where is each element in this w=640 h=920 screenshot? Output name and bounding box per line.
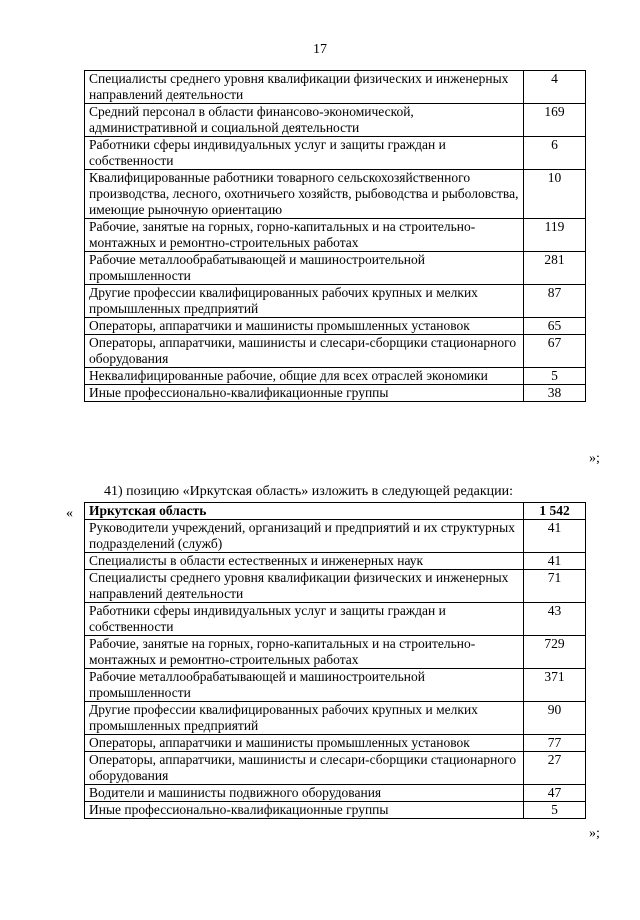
table-row bbox=[85, 385, 586, 402]
row-value: 77 bbox=[524, 735, 586, 752]
row-name: Операторы, аппаратчики и машинисты промышленных установок bbox=[85, 318, 524, 335]
row-value: 90 bbox=[524, 702, 586, 735]
table-occupations-irkutsk bbox=[84, 502, 586, 819]
row-name: Иные профессионально-квалификационные группы bbox=[85, 802, 524, 819]
row-name: Рабочие, занятые на горных, горно-капитальных и на строительно-монтажных и ремонтно-строительных работах bbox=[85, 636, 524, 669]
row-value: 5 bbox=[524, 802, 586, 819]
row-value: 87 bbox=[524, 285, 586, 318]
table-row bbox=[85, 71, 586, 104]
table-row bbox=[85, 669, 586, 702]
table-row bbox=[85, 335, 586, 368]
row-name: Рабочие, занятые на горных, горно-капитальных и на строительно-монтажных и ремонтно-строительных работах bbox=[85, 219, 524, 252]
row-name: Неквалифицированные рабочие, общие для всех отраслей экономики bbox=[85, 368, 524, 385]
row-value: 6 bbox=[524, 137, 586, 170]
row-name: Средний персонал в области финансово-экономической, административной и социальной деятельности bbox=[85, 104, 524, 137]
table-row bbox=[85, 603, 586, 636]
closing-quote: »; bbox=[589, 451, 600, 466]
region-name: Иркутская область bbox=[85, 503, 524, 520]
row-value: 5 bbox=[524, 368, 586, 385]
region-total: 1 542 bbox=[524, 503, 586, 520]
row-value: 119 bbox=[524, 219, 586, 252]
row-value: 43 bbox=[524, 603, 586, 636]
row-name: Рабочие металлообрабатывающей и машиностроительной промышленности bbox=[85, 669, 524, 702]
row-name: Операторы, аппаратчики, машинисты и слесари-сборщики стационарного оборудования bbox=[85, 752, 524, 785]
row-value: 71 bbox=[524, 570, 586, 603]
row-value: 169 bbox=[524, 104, 586, 137]
table-row bbox=[85, 636, 586, 669]
row-value: 65 bbox=[524, 318, 586, 335]
region-header-row bbox=[85, 503, 586, 520]
row-value: 41 bbox=[524, 553, 586, 570]
row-name: Другие профессии квалифицированных рабочих крупных и мелких промышленных предприятий bbox=[85, 702, 524, 735]
page-number: 17 bbox=[313, 42, 327, 57]
table-row bbox=[85, 570, 586, 603]
row-name: Специалисты среднего уровня квалификации физических и инженерных направлений деятельности bbox=[85, 570, 524, 603]
row-name: Работники сферы индивидуальных услуг и защиты граждан и собственности bbox=[85, 603, 524, 636]
row-name: Операторы, аппаратчики и машинисты промышленных установок bbox=[85, 735, 524, 752]
row-value: 67 bbox=[524, 335, 586, 368]
row-name: Другие профессии квалифицированных рабочих крупных и мелких промышленных предприятий bbox=[85, 285, 524, 318]
table-row bbox=[85, 318, 586, 335]
table-row bbox=[85, 368, 586, 385]
table-row bbox=[85, 752, 586, 785]
opening-quote: « bbox=[66, 506, 73, 521]
table-row bbox=[85, 553, 586, 570]
row-value: 281 bbox=[524, 252, 586, 285]
row-name: Специалисты среднего уровня квалификации физических и инженерных направлений деятельности bbox=[85, 71, 524, 104]
row-value: 371 bbox=[524, 669, 586, 702]
table-row bbox=[85, 104, 586, 137]
row-value: 729 bbox=[524, 636, 586, 669]
row-name: Квалифицированные работники товарного сельскохозяйственного производства, лесного, охотничьего хозяйств, рыбоводства и рыболовства, имеющие рыночную ориентацию bbox=[85, 170, 524, 219]
row-value: 41 bbox=[524, 520, 586, 553]
row-name: Рабочие металлообрабатывающей и машиностроительной промышленности bbox=[85, 252, 524, 285]
row-value: 4 bbox=[524, 71, 586, 104]
table-row bbox=[85, 802, 586, 819]
table-row bbox=[85, 735, 586, 752]
table-row bbox=[85, 137, 586, 170]
table-row bbox=[85, 285, 586, 318]
table-row bbox=[85, 170, 586, 219]
row-value: 10 bbox=[524, 170, 586, 219]
table-occupations-previous-region bbox=[84, 70, 586, 402]
table-row bbox=[85, 520, 586, 553]
row-name: Иные профессионально-квалификационные группы bbox=[85, 385, 524, 402]
row-name: Операторы, аппаратчики, машинисты и слесари-сборщики стационарного оборудования bbox=[85, 335, 524, 368]
table-row bbox=[85, 219, 586, 252]
row-name: Руководители учреждений, организаций и предприятий и их структурных подразделений (служб) bbox=[85, 520, 524, 553]
row-value: 27 bbox=[524, 752, 586, 785]
amendment-instruction: 41) позицию «Иркутская область» изложить в следующей редакции: bbox=[104, 484, 514, 499]
closing-quote: »; bbox=[589, 826, 600, 841]
row-name: Специалисты в области естественных и инженерных наук bbox=[85, 553, 524, 570]
table-row bbox=[85, 785, 586, 802]
row-value: 38 bbox=[524, 385, 586, 402]
row-name: Водители и машинисты подвижного оборудования bbox=[85, 785, 524, 802]
table-row bbox=[85, 252, 586, 285]
table-row bbox=[85, 702, 586, 735]
row-value: 47 bbox=[524, 785, 586, 802]
row-name: Работники сферы индивидуальных услуг и защиты граждан и собственности bbox=[85, 137, 524, 170]
